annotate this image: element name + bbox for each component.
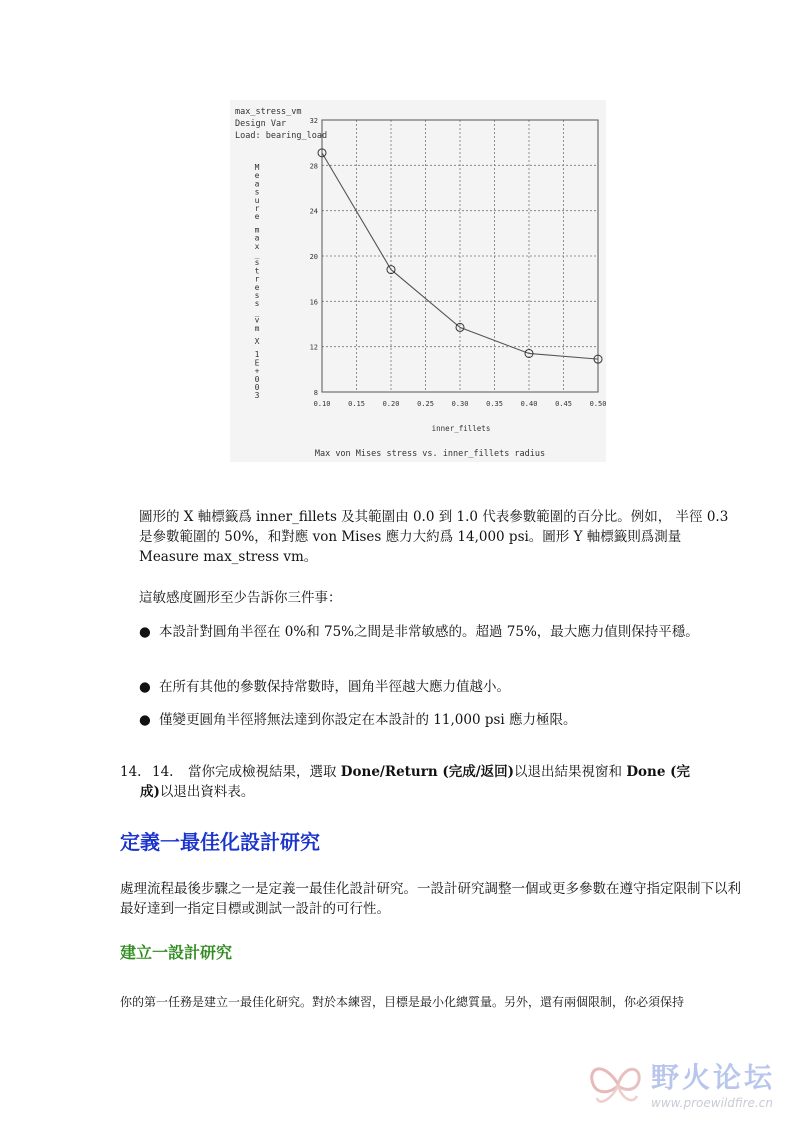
chart-y-axis-label-char: e	[254, 282, 260, 292]
chart-y-axis-label-char: r	[254, 204, 260, 213]
paragraph-design-study: 處理流程最後步驟之一是定義一最佳化設計研究。一設計研究調整一個或更多參數在遵守指定限制下以利最好達到一指定目標或測試一設計的可行性。	[120, 881, 741, 917]
chart-title: Max von Mises stress vs. inner_fillets radius	[314, 449, 546, 459]
done-label: Done (完	[626, 764, 691, 780]
list-item-text: 本設計對圓角半徑在 0%和 75%之間是非常敏感的。超過 75%，最大應力值則保持平穩。	[159, 624, 699, 640]
chart-y-axis-label-char: 3	[254, 391, 260, 401]
chart-x-tick-label: 0.35	[486, 400, 503, 408]
list-item	[139, 622, 745, 642]
list-item-text: 僅變更圓角半徑將無法達到你設定在本設計的 11,000 psi 應力極限。	[159, 712, 577, 728]
sensitivity-chart	[230, 100, 606, 462]
chart-y-axis-label-char: s	[254, 299, 260, 309]
butterfly-logo-icon	[585, 1050, 651, 1116]
paragraph-intro-list: 這敏感度圖形至少告訴你三件事：	[139, 590, 342, 606]
chart-y-axis-label-char: m	[254, 225, 260, 235]
chart-x-tick-label: 0.10	[313, 400, 331, 408]
chart-y-axis-label-char: x	[254, 241, 260, 251]
chart-y-tick-label: 32	[309, 117, 318, 125]
paragraph-axis-description: 圖形的 X 軸標籤爲 inner_fillets 及其範圍由 0.0 到 1.0 代表參數範圍的百分比。例如， 半徑 0.3 是參數範圍的 50%，和對應 von Mises 應力大約爲 14,000 psi。圖形 Y 軸標籤則爲測量 Measure max_stress vm。	[139, 509, 729, 565]
chart-y-tick-label: 12	[309, 343, 318, 352]
chart-x-tick-label: 0.15	[348, 400, 365, 408]
watermark-text: 野火论坛	[651, 1061, 776, 1094]
step-text: 當你完成檢視結果，選取	[188, 764, 341, 780]
chart-y-tick-label: 24	[309, 207, 318, 216]
chart-y-axis-label-char: X	[254, 337, 260, 346]
chart-y-axis-label-char: t	[254, 266, 260, 276]
chart-y-tick-label: 8	[313, 389, 318, 397]
chart-x-tick-label: 0.40	[520, 400, 538, 408]
chart-x-tick-label: 0.25	[417, 400, 434, 408]
chart-y-axis-label-char: v	[254, 315, 260, 325]
chart-y-axis-label-char: _	[254, 250, 260, 259]
chart-y-axis-label-char: m	[254, 323, 260, 333]
chart-y-axis-label-char: E	[254, 358, 260, 368]
step-number-repeat: 14.	[152, 764, 174, 780]
done-return-label: Done/Return (完成/返回)	[340, 764, 515, 780]
chart-header-line: Design Var	[235, 119, 287, 129]
chart-y-axis-label-char: e	[254, 212, 260, 222]
chart-y-axis-label-char: s	[254, 291, 260, 300]
chart-y-axis-label-char: 1	[254, 350, 260, 360]
chart-y-tick-label: 20	[309, 253, 318, 261]
chart-y-axis-label-char: M	[254, 163, 260, 172]
bullet-icon: ●	[139, 679, 151, 695]
chart-y-axis-label-char: u	[254, 195, 260, 205]
chart-x-tick-label: 0.50	[589, 400, 606, 408]
chart-x-tick-label: 0.30	[451, 400, 469, 408]
done-label-cont: 成)	[140, 784, 160, 800]
step-number: 14.	[120, 764, 142, 780]
paragraph-first-task: 你的第一任務是建立一最佳化研究。對於本練習，目標是最小化總質量。另外，還有兩個限制，你必須保持	[120, 995, 685, 1009]
chart-y-axis-label-char: 0	[254, 374, 260, 384]
chart-y-axis-label-char: a	[254, 233, 260, 243]
bullet-icon: ●	[139, 712, 151, 728]
chart-y-axis-label-char: r	[254, 274, 260, 284]
watermark	[585, 1050, 785, 1116]
chart-y-tick-label: 16	[309, 298, 318, 307]
chart-y-axis-label-char: 0	[254, 383, 260, 392]
step-text: 以退出結果視窗和	[514, 764, 627, 780]
bullet-icon: ●	[139, 624, 151, 640]
chart-header-line: max_stress_vm	[235, 107, 302, 117]
chart-x-axis-label: inner_fillets	[431, 424, 491, 433]
list-item	[139, 677, 745, 697]
chart-x-tick-label: 0.20	[382, 400, 400, 408]
list-item	[139, 710, 745, 730]
step-text: 以退出資料表。	[159, 784, 255, 800]
chart-y-axis-label-char: e	[254, 171, 260, 181]
subsection-title: 建立一設計研究	[120, 943, 233, 962]
list-item-text: 在所有其他的參數保持常數時，圓角半徑越大應力值越小。	[159, 679, 510, 695]
section-title: 定義一最佳化設計研究	[120, 830, 320, 854]
chart-x-tick-label: 0.45	[555, 400, 572, 408]
watermark-url: www.proewildfire.cn	[651, 1096, 773, 1110]
chart-svg	[230, 100, 606, 462]
step-14	[120, 762, 746, 802]
chart-y-axis-label-char: a	[254, 179, 260, 189]
chart-y-axis-label-char: s	[254, 258, 260, 268]
chart-y-axis-label-char: +	[254, 366, 260, 376]
chart-y-axis-label-char: _	[254, 307, 260, 317]
chart-y-tick-label: 28	[309, 162, 318, 171]
chart-y-axis-label-char: s	[254, 187, 260, 197]
chart-header-line: Load: bearing_load	[235, 131, 328, 141]
